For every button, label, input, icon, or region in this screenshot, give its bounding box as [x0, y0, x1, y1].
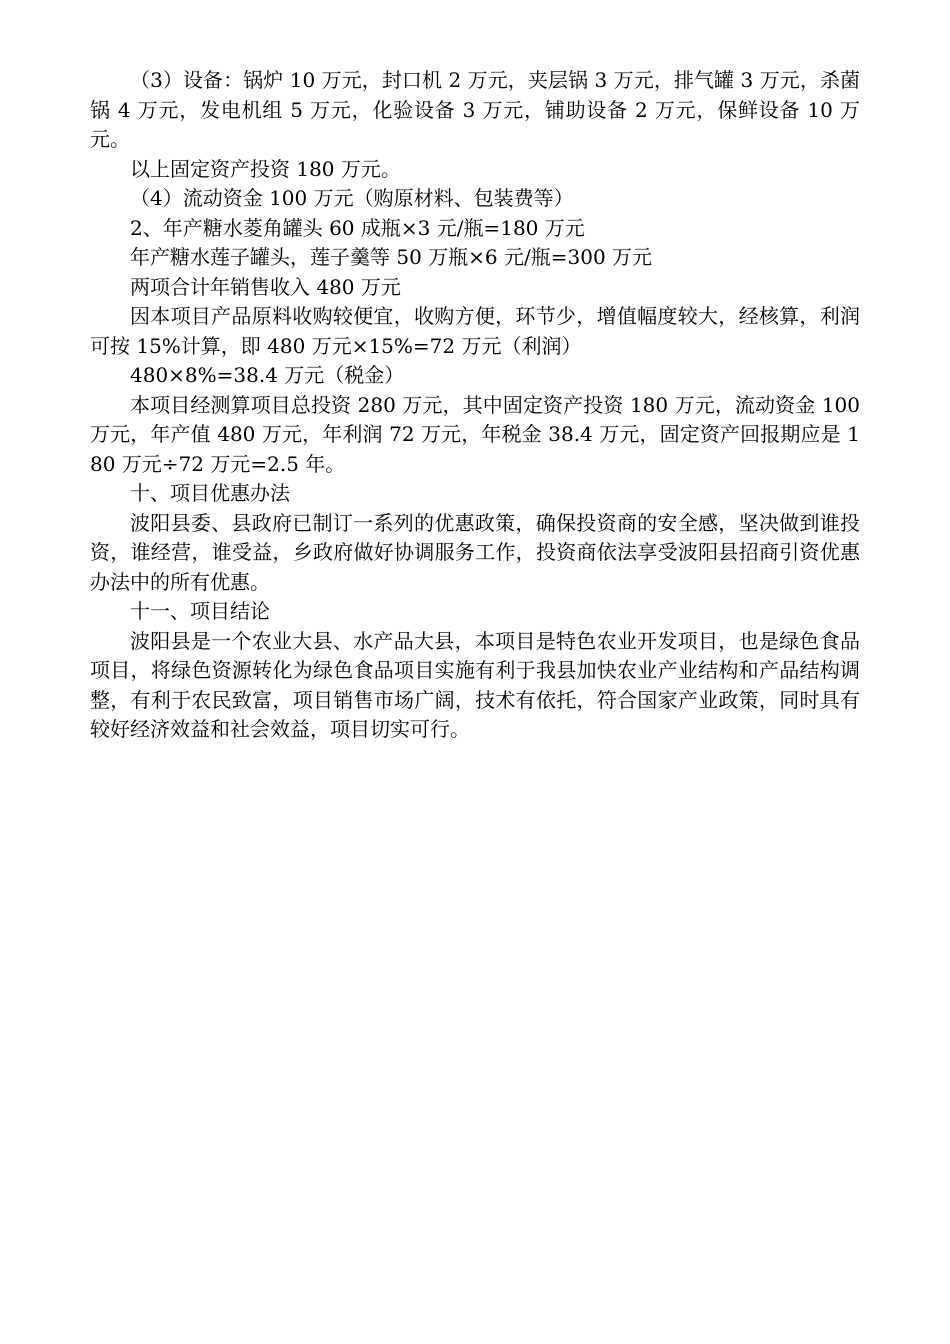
paragraph-conclusion: 波阳县是一个农业大县、水产品大县，本项目是特色农业开发项目，也是绿色食品项目，将绿色资源转化为绿色食品项目实施有利于我县加快农业产业结构和产品结构调整，有利于农民致富，项目销售市场广阔，技术有依托，符合国家产业政策，同时具有较好经济效益和社会效益，项目切实可行。	[90, 628, 860, 741]
paragraph-working-capital: （4）流动资金 100 万元（购原材料、包装费等）	[130, 186, 574, 210]
paragraph-investment-summary: 本项目经测算项目总投资 280 万元，其中固定资产投资 180 万元，流动资金 100 万元，年产值 480 万元，年利润 72 万元，年税金 38.4 万元，固定资产回报期应是 180 万元÷72 万元=2.5 年。	[90, 392, 860, 476]
paragraph-total-revenue: 两项合计年销售收入 480 万元	[130, 274, 401, 299]
paragraph-tax: 480×8%=38.4 万元（税金）	[130, 363, 405, 387]
section-heading-conclusion: 十一、项目结论	[130, 599, 270, 623]
paragraph-profit: 因本项目产品原料收购较便宜，收购方便，环节少，增值幅度较大，经核算，利润可按 15%计算，即 480 万元×15%=72 万元（利润）	[90, 304, 860, 358]
document-page	[90, 66, 860, 745]
paragraph-water-chestnut-output: 2、年产糖水菱角罐头 60 成瓶×3 元/瓶=180 万元	[130, 215, 585, 240]
paragraph-equipment: （3）设备：锅炉 10 万元，封口机 2 万元，夹层锅 3 万元，排气罐 3 万元，杀菌锅 4 万元，发电机组 5 万元，化验设备 3 万元，铺助设备 2 万元，保鲜设备 10 万元。	[90, 68, 860, 151]
section-heading-preferential-policy: 十、项目优惠办法	[130, 481, 290, 505]
paragraph-fixed-assets: 以上固定资产投资 180 万元。	[130, 156, 401, 181]
paragraph-lotus-seed-output: 年产糖水莲子罐头，莲子羹等 50 万瓶×6 元/瓶=300 万元	[130, 245, 653, 269]
paragraph-preferential-policy: 波阳县委、县政府已制订一系列的优惠政策，确保投资商的安全感，坚决做到谁投资，谁经营，谁受益，乡政府做好协调服务工作，投资商依法享受波阳县招商引资优惠办法中的所有优惠。	[90, 510, 860, 594]
